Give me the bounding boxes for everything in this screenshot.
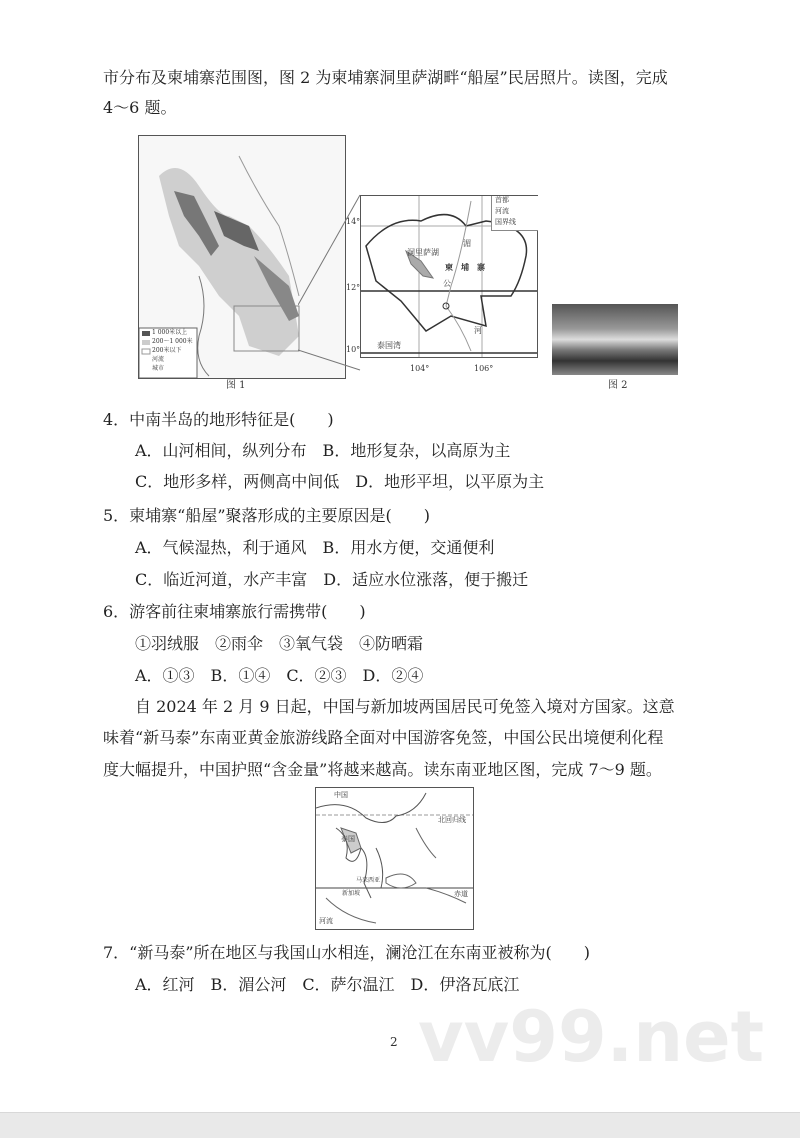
legend-item: 1 000米以上 xyxy=(152,329,188,336)
question-5-options: C．临近河道，水产丰富 D．适应水位涨落，便于搬迁 xyxy=(135,570,529,589)
map-label-singapore: 新加坡 xyxy=(342,890,361,897)
intro-line: 市分布及柬埔寨范围图，图 2 为柬埔寨洞里萨湖畔“船屋”民居照片。读图，完成 xyxy=(103,68,668,87)
passage-line: 味着“新马泰”东南亚黄金旅游线路全面对中国游客免签，中国公民出境便利化程 xyxy=(103,728,664,747)
legend-item: 河流 xyxy=(152,356,165,363)
figure-2-caption: 图 2 xyxy=(608,380,628,391)
lon-label: 104° xyxy=(410,364,430,373)
question-4-options: C．地形多样，两侧高中间低 D．地形平坦，以平原为主 xyxy=(135,472,545,491)
lon-label: 106° xyxy=(474,364,494,373)
viewer-bottom-bar xyxy=(0,1112,800,1138)
legend-river: 河流 xyxy=(495,207,509,215)
question-4-stem: 4．中南半岛的地形特征是( ) xyxy=(103,410,334,429)
watermark: vv99.net xyxy=(418,996,765,1078)
map-label-malaysia: 马来西亚 xyxy=(356,877,381,884)
passage-line: 自 2024 年 2 月 9 日起，中国与新加坡两国居民可免签入境对方国家。这意 xyxy=(135,697,675,716)
figure-1-caption: 图 1 xyxy=(226,380,246,391)
question-6-options: A．①③ B．①④ C．②③ D．②④ xyxy=(135,666,424,685)
legend-item: 200～1 000米 xyxy=(152,338,193,345)
question-6-stem: 6．游客前往柬埔寨旅行需携带( ) xyxy=(103,602,366,621)
legend-item: 200米以下 xyxy=(152,347,182,354)
gulf-label: 泰国湾 xyxy=(377,341,401,350)
legend-item: 城市 xyxy=(152,365,165,372)
map-label-equator: 赤道 xyxy=(454,890,468,898)
question-7-options: A．红河 B．湄公河 C．萨尔温江 D．伊洛瓦底江 xyxy=(135,975,520,994)
legend-border: 国界线 xyxy=(495,218,516,226)
lat-label: 14° xyxy=(346,217,361,226)
figure-1-cambodia-inset xyxy=(360,195,538,358)
question-6-items: ①羽绒服 ②雨伞 ③氧气袋 ④防晒霜 xyxy=(135,634,424,653)
inset-legend xyxy=(491,196,538,231)
sea-map-drawing xyxy=(316,788,473,929)
country-label: 柬 埔 寨 xyxy=(445,262,485,272)
map-label-tropic: 北回归线 xyxy=(438,816,466,824)
question-4-options: A．山河相间，纵列分布 B．地形复杂，以高原为主 xyxy=(135,441,511,460)
question-7-stem: 7．“新马泰”所在地区与我国山水相连，澜沧江在东南亚被称为( ) xyxy=(103,943,591,962)
map-label-thailand: 泰国 xyxy=(341,835,355,843)
figure-2-boat-house-photo xyxy=(552,304,678,375)
river-label: 湄 xyxy=(463,239,471,248)
page-number: 2 xyxy=(390,1035,398,1049)
lat-label: 12° xyxy=(346,283,361,292)
lake-label: 洞里萨湖 xyxy=(407,248,439,257)
passage-line: 度大幅提升，中国护照“含金量”将越来越高。读东南亚地区图，完成 7～9 题。 xyxy=(103,760,662,779)
legend-capital: 首都 xyxy=(495,196,509,204)
lat-label: 10° xyxy=(346,345,361,354)
southeast-asia-map xyxy=(315,787,474,930)
river-label: 公 xyxy=(443,279,451,288)
map-label-china: 中国 xyxy=(334,791,348,799)
river-label: 河 xyxy=(474,326,482,335)
map-legend-river: 河流 xyxy=(319,917,333,925)
intro-line: 4～6 题。 xyxy=(103,98,177,117)
question-5-stem: 5．柬埔寨“船屋”聚落形成的主要原因是( ) xyxy=(103,506,431,525)
question-5-options: A．气候湿热，利于通风 B．用水方便，交通便利 xyxy=(135,538,495,557)
